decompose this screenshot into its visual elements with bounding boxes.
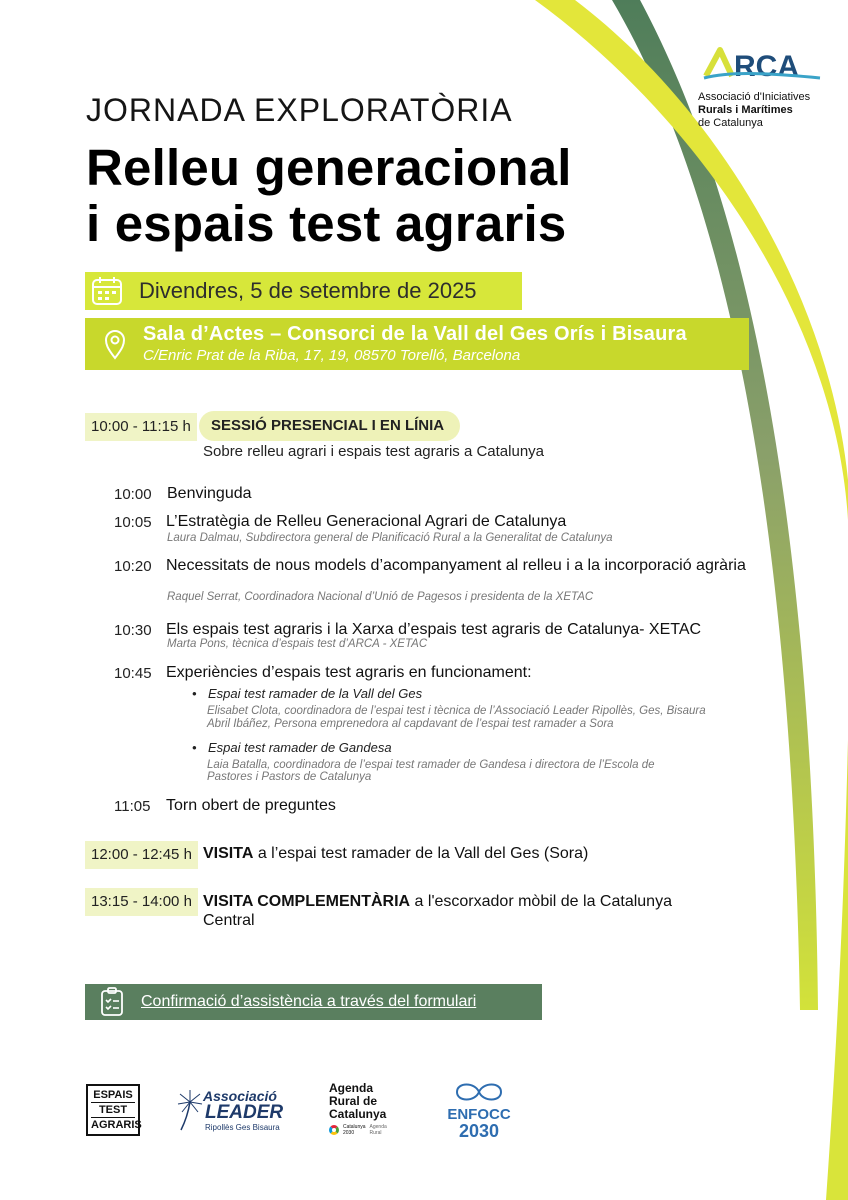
page-title <box>86 140 572 252</box>
logo-text: AGRARIS <box>91 1119 142 1131</box>
agenda-text: Rural de <box>329 1094 378 1108</box>
experience-speaker: Pastores i Pastors de Catalunya <box>207 771 372 783</box>
agenda-time: 10:20 <box>114 558 152 575</box>
arca-line-3: de Catalunya <box>698 117 763 129</box>
enfocc-text: 2030 <box>458 1121 500 1141</box>
calendar-icon <box>85 272 129 310</box>
agenda-small-text: Catalunya <box>343 1124 366 1130</box>
leader-text: Associació <box>203 1088 277 1104</box>
enfocc-logo <box>436 1080 522 1140</box>
enfocc-loop-icon <box>449 1080 509 1102</box>
location-pin-icon <box>103 330 127 365</box>
bullet-icon: • <box>192 686 197 701</box>
agenda-time: 10:30 <box>114 622 152 639</box>
experience-speaker: Elisabet Clota, coordinadora de l’espai test i tècnica de l’Associació Leader Ripollès, Ges, Bisaura <box>207 705 706 717</box>
date-bar <box>85 272 522 310</box>
session-subtitle: Sobre relleu agrari i espais test agraris a Catalunya <box>203 443 545 460</box>
visit-time: 13:15 - 14:00 h <box>85 888 198 916</box>
session-time: 10:00 - 11:15 h <box>85 413 197 441</box>
venue-bar <box>85 318 749 370</box>
experience-speaker: Laia Batalla, coordinadora de l’espai test ramader de Gandesa i directora de l’Escola de <box>207 759 655 771</box>
svg-text:RCA: RCA <box>734 50 799 83</box>
arca-logo <box>698 44 838 130</box>
bullet-icon: • <box>192 740 197 755</box>
agenda-time: 10:05 <box>114 514 152 531</box>
agenda-title: Els espais test agraris i la Xarxa d’espais test agraris de Catalunya- XETAC <box>166 621 702 638</box>
arca-line-2: Rurals i Marítimes <box>698 104 793 116</box>
experience-name: Espai test ramader de la Vall del Ges <box>208 686 423 701</box>
title-line-2: i espais test agraris <box>86 195 567 252</box>
enfocc-text: ENFOCC <box>447 1106 511 1123</box>
agenda-speaker: Laura Dalmau, Subdirectora general de Planificació Rural a la Generalitat de Catalunya <box>167 532 613 544</box>
agenda-small-text: Rural <box>369 1130 382 1136</box>
visit-1 <box>203 845 588 863</box>
agenda-title: Torn obert de preguntes <box>166 797 336 814</box>
agenda-title: Necessitats de nous models d’acompanyament al relleu i a la incorporació agrària <box>166 557 746 574</box>
form-link-text[interactable]: Confirmació d’assistència a través del formulari <box>141 993 477 1010</box>
agenda-rural-logo <box>329 1082 409 1136</box>
venue-name: Sala d’Actes – Consorci de la Vall del Ges Orís i Bisaura <box>143 323 687 345</box>
visit-2 <box>203 892 763 930</box>
logo-text: ESPAIS <box>93 1089 133 1101</box>
leader-text: Ripollès Ges Bisaura <box>205 1123 280 1132</box>
arca-logo-mark <box>698 44 826 84</box>
agenda-speaker: Marta Pons, tècnica d’espais test d’ARCA - XETAC <box>167 638 428 650</box>
session-label: SESSIÓ PRESENCIAL I EN LÍNIA <box>199 411 460 441</box>
visit-label: VISITA COMPLEMENTÀRIA <box>203 893 411 910</box>
agenda-title: Benvinguda <box>167 485 252 502</box>
agenda-title: L’Estratègia de Relleu Generacional Agrari de Catalunya <box>166 513 567 530</box>
agenda-text: Agenda <box>329 1081 374 1095</box>
visit-label: VISITA <box>203 845 254 862</box>
experience-name: Espai test ramader de Gandesa <box>208 740 392 755</box>
event-date: Divendres, 5 de setembre de 2025 <box>139 278 477 303</box>
venue-address: C/Enric Prat de la Riba, 17, 19, 08570 Torelló, Barcelona <box>143 347 521 364</box>
registration-form-link[interactable] <box>85 984 542 1020</box>
agenda-time: 10:00 <box>114 486 152 503</box>
agenda-small-text: Agenda <box>369 1124 387 1130</box>
arca-line-1: Associació d'Iniciatives <box>698 91 811 103</box>
agenda-text: Catalunya <box>329 1107 387 1121</box>
title-line-1: Relleu generacional <box>86 139 572 196</box>
form-checklist-icon <box>99 987 125 1017</box>
event-kicker: JORNADA EXPLORATÒRIA <box>86 92 513 128</box>
agenda-time: 11:05 <box>114 798 151 815</box>
agenda-title: Experiències d’espais test agraris en funcionament: <box>166 664 532 681</box>
agenda-time: 10:45 <box>114 665 152 682</box>
agenda-small-text: 2030 <box>343 1130 355 1136</box>
agenda-speaker: Raquel Serrat, Coordinadora Nacional d’Unió de Pagesos i presidenta de la XETAC <box>167 591 594 603</box>
visit-text-2: Central <box>203 912 255 929</box>
leader-text: LEADER <box>205 1102 284 1123</box>
visit-text: a l’espai test ramader de la Vall del Ges (Sora) <box>253 845 589 862</box>
sdg-wheel-icon <box>329 1125 339 1135</box>
experience-speaker: Abril Ibáñez, Persona emprenedora al capdavant de l’espai test ramader a Sora <box>207 718 614 730</box>
visit-time: 12:00 - 12:45 h <box>85 841 198 869</box>
espais-test-agraris-logo <box>86 1084 140 1136</box>
logo-text: TEST <box>91 1102 135 1118</box>
dandelion-icon <box>175 1088 205 1132</box>
visit-text: a l'escorxador mòbil de la Catalunya <box>410 893 672 910</box>
